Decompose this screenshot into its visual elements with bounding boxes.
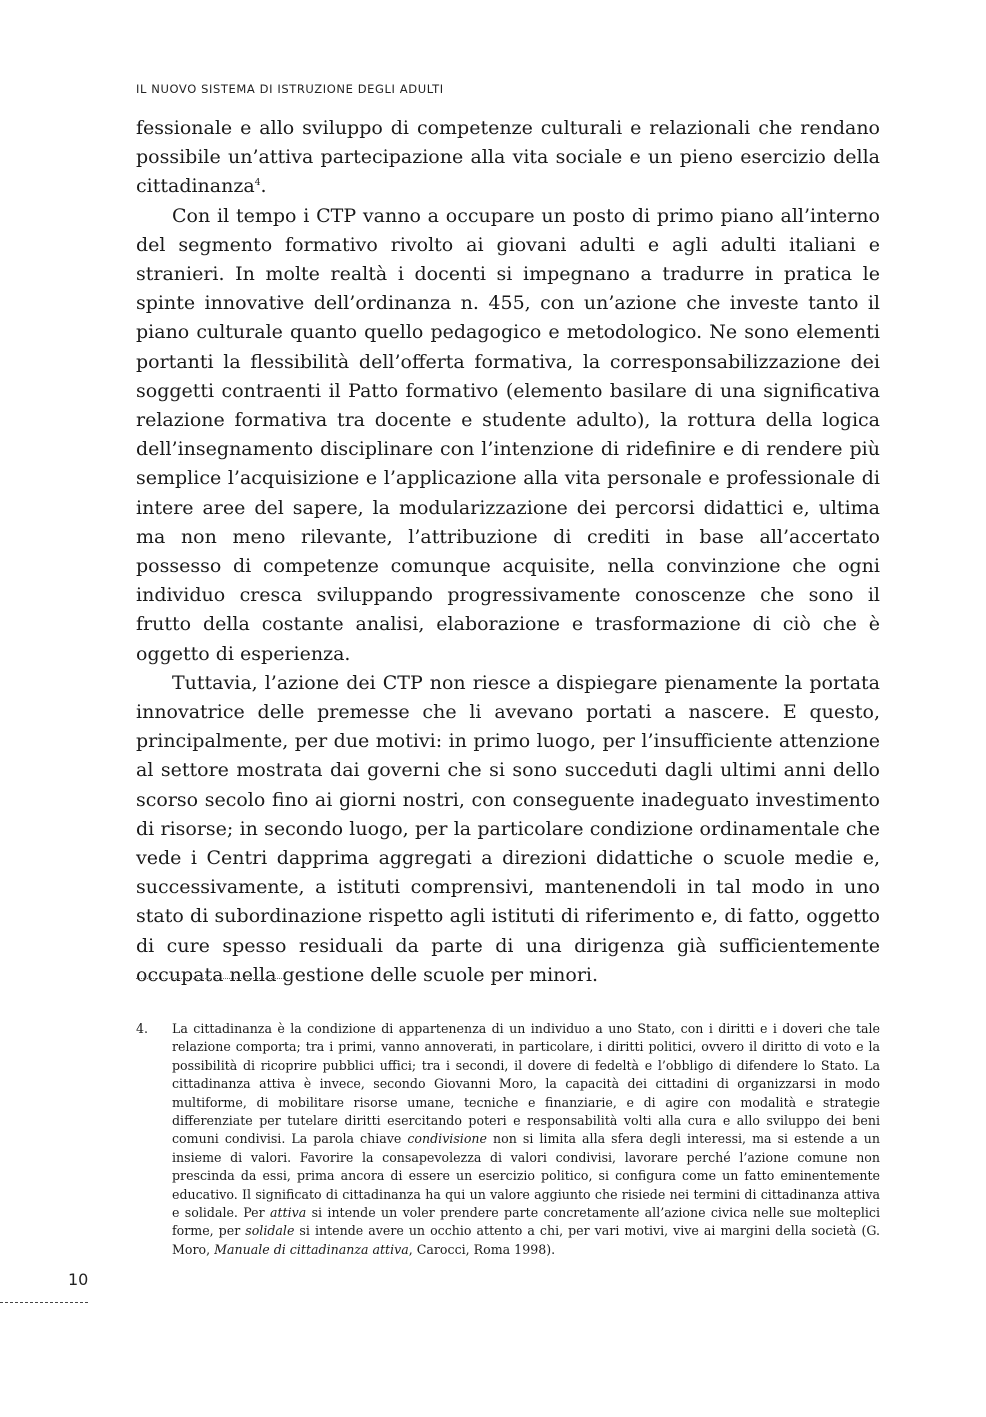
paragraph-1-end: . (260, 175, 267, 198)
footnote-emphasis: solidale (245, 1223, 295, 1239)
footnote-number: 4. (136, 1021, 149, 1036)
footnote-text (172, 1020, 880, 1259)
page-number-rule (0, 1302, 88, 1303)
body-text (136, 114, 880, 990)
footnote-text-part: si intende avere un occhio attento a chi, per vari motivi, vive ai margini della società (G. Moro, (172, 1223, 880, 1257)
footnote-text-part: La cittadinanza è la condizione di appartenenza di un individuo a uno Stato, con i diritti e i doveri che tale relazione comporta; tra i primi, vanno annoverati, in particolare, i diritti politici, ovvero il diritto di voto e la possibilità di ricoprire pubblici uffici; tra i secondi, il dovere di fedeltà e l’obbligo di difendere lo Stato. La cittadinanza attiva è invece, secondo Giovanni Moro, la capacità dei cittadini di organizzarsi in modo multiforme, di mobilitare risorse umane, tecniche e finanziarie, e di agire con modalità e strategie differenziate per tutelare diritti esercitando poteri e responsabilità volti alla cura e allo sviluppo dei beni comuni condivisi. La parola chiave (172, 1021, 880, 1147)
running-head: IL NUOVO SISTEMA DI ISTRUZIONE DEGLI ADULTI (136, 82, 444, 96)
footnote-emphasis: attiva (269, 1205, 307, 1221)
footnote-emphasis: condivisione (407, 1131, 487, 1147)
footnote-4 (136, 1020, 880, 1259)
footnote-separator (136, 978, 288, 979)
paragraph-1-text: fessionale e allo sviluppo di competenze culturali e relazionali che rendano possibile un’attiva partecipazione alla vita sociale e un pieno esercizio della cittadinanza (136, 117, 880, 198)
paragraph-2: Con il tempo i CTP vanno a occupare un posto di primo piano all’interno del segmento formativo rivolto ai giovani adulti e agli adulti italiani e stranieri. In molte realtà i docenti si impegnano a tradurre in pratica le spinte innovative dell’ordinanza n. 455, con un’azione che investe tanto il piano culturale quanto quello pedagogico e metodologico. Ne sono elementi portanti la flessibilità dell’offerta formativa, la corresponsabilizzazione dei soggetti contraenti il Patto formativo (elemento basilare di una significativa relazione formativa tra docente e studente adulto), la rottura della logica dell’insegnamento disciplinare con l’intenzione di ridefinire e di rendere più semplice l’acquisizione e l’applicazione alla vita personale e professionale di intere aree del sapere, la modularizzazione dei percorsi didattici e, ultima ma non meno rilevante, l’attribuzione di crediti in base all’accertato possesso di competenze comunque acquisite, nella convinzione che ogni individuo cresca sviluppando progressivamente conoscenze che sono il frutto della costante analisi, elaborazione e trasformazione di ciò che è oggetto di esperienza. (136, 204, 880, 665)
page-number: 10 (68, 1270, 89, 1289)
footnote-ref[interactable]: 4 (254, 178, 261, 189)
footnote-text-part: non si limita alla sfera degli interessi, ma si estende a un insieme di valori. Favorire la consapevolezza di valori condivisi, lavorare perché l’azione comune non prescinda da essi, prima ancora di essere un esercizio politico, si configura come un fatto eminentemente educativo. Il significato di cittadinanza ha qui un valore aggiunto che risiede nei termini di cittadinanza attiva e solidale. Per (172, 1131, 880, 1221)
footnote-text-part: , Carocci, Roma 1998). (408, 1241, 556, 1257)
paragraph-3: Tuttavia, l’azione dei CTP non riesce a dispiegare pienamente la portata innovatrice delle premesse che li avevano portati a nascere. E questo, principalmente, per due motivi: in primo luogo, per l’insufficiente attenzione al settore mostrata dai governi che si sono succeduti dagli ultimi anni dello scorso secolo fino ai giorni nostri, con conseguente inadeguato investimento di risorse; in secondo luogo, per la particolare condizione ordinamentale che vede i Centri dapprima aggregati a direzioni didattiche o scuole medie e, successivamente, a istituti comprensivi, mantenendoli in tal modo in uno stato di subordinazione rispetto agli istituti di riferimento e, di fatto, oggetto di cure spesso residuali da parte di una dirigenza già sufficientemente occupata nella gestione delle scuole per minori. (136, 671, 880, 986)
footnote-text-part: si intende un voler prendere parte concretamente all’azione civica nelle sue molteplici forme, per (172, 1205, 881, 1239)
paragraph-1 (136, 114, 880, 202)
footnote-book-title: Manuale di cittadinanza attiva (214, 1241, 409, 1257)
